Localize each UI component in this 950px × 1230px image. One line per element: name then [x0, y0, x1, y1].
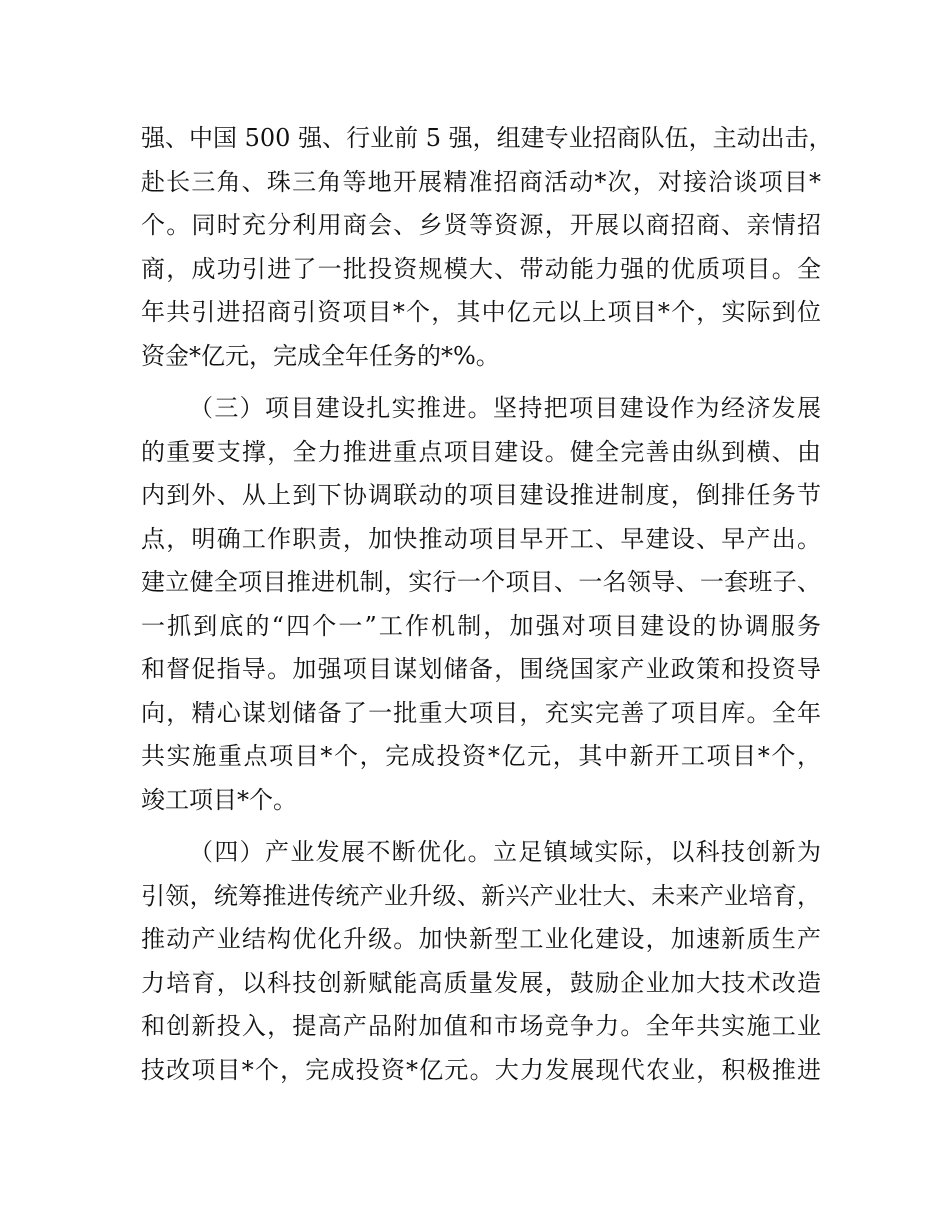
text-line: 推动产业结构优化升级。加快新型工业化建设，加速新质生产 [141, 925, 821, 953]
paragraph-project-construction [141, 387, 821, 822]
text-line: 的重要支撑，全力推进重点项目建设。健全完善由纵到横、由 [141, 437, 821, 466]
text-line: 和督促指导。加强项目谋划储备，围绕国家产业政策和投资导 [141, 655, 821, 683]
text-line: 向，精心谋划储备了一批重大项目，充实完善了项目库。全年 [141, 698, 821, 727]
text-line: 赴长三角、珠三角等地开展精准招商活动*次，对接洽谈项目* [141, 167, 821, 196]
text-line: 强、中国 500 强、行业前 5 强，组建专业招商队伍，主动出击， [141, 124, 833, 152]
text-line: （三）项目建设扎实推进。坚持把项目建设作为经济发展 [189, 394, 821, 422]
text-line: 建立健全项目推进机制，实行一个项目、一名领导、一套班子、 [141, 568, 821, 596]
text-line: 力培育，以科技创新赋能高质量发展，鼓励企业加大技术改造 [141, 968, 821, 997]
text-line: 技改项目*个，完成投资*亿元。大力发展现代农业，积极推进 [141, 1055, 821, 1084]
text-line: 年共引进招商引资项目*个，其中亿元以上项目*个，实际到位 [141, 298, 821, 326]
document-body [141, 117, 833, 1101]
text-line: 和创新投入，提高产品附加值和市场竞争力。全年共实施工业 [141, 1012, 821, 1040]
text-line: 资金*亿元，完成全年任务的*%。 [141, 341, 500, 370]
paragraph-investment-attraction [141, 117, 833, 378]
text-line: 个。同时充分利用商会、乡贤等资源，开展以商招商、亲情招 [141, 211, 821, 239]
text-line: 一抓到底的“四个一”工作机制，加强对项目建设的协调服务 [141, 611, 821, 640]
paragraph-industry-development [141, 831, 821, 1092]
text-line: 内到外、从上到下协调联动的项目建设推进制度，倒排任务节 [141, 481, 821, 509]
text-line: 竣工项目*个。 [141, 785, 297, 814]
text-line: 商，成功引进了一批投资规模大、带动能力强的优质项目。全 [141, 254, 821, 283]
text-line: （四）产业发展不断优化。立足镇域实际，以科技创新为 [189, 838, 821, 866]
text-line: 点，明确工作职责，加快推动项目早开工、早建设、早产出。 [141, 524, 821, 553]
text-line: 引领，统筹推进传统产业升级、新兴产业壮大、未来产业培育， [141, 881, 821, 910]
text-line: 共实施重点项目*个，完成投资*亿元，其中新开工项目*个， [141, 742, 821, 770]
